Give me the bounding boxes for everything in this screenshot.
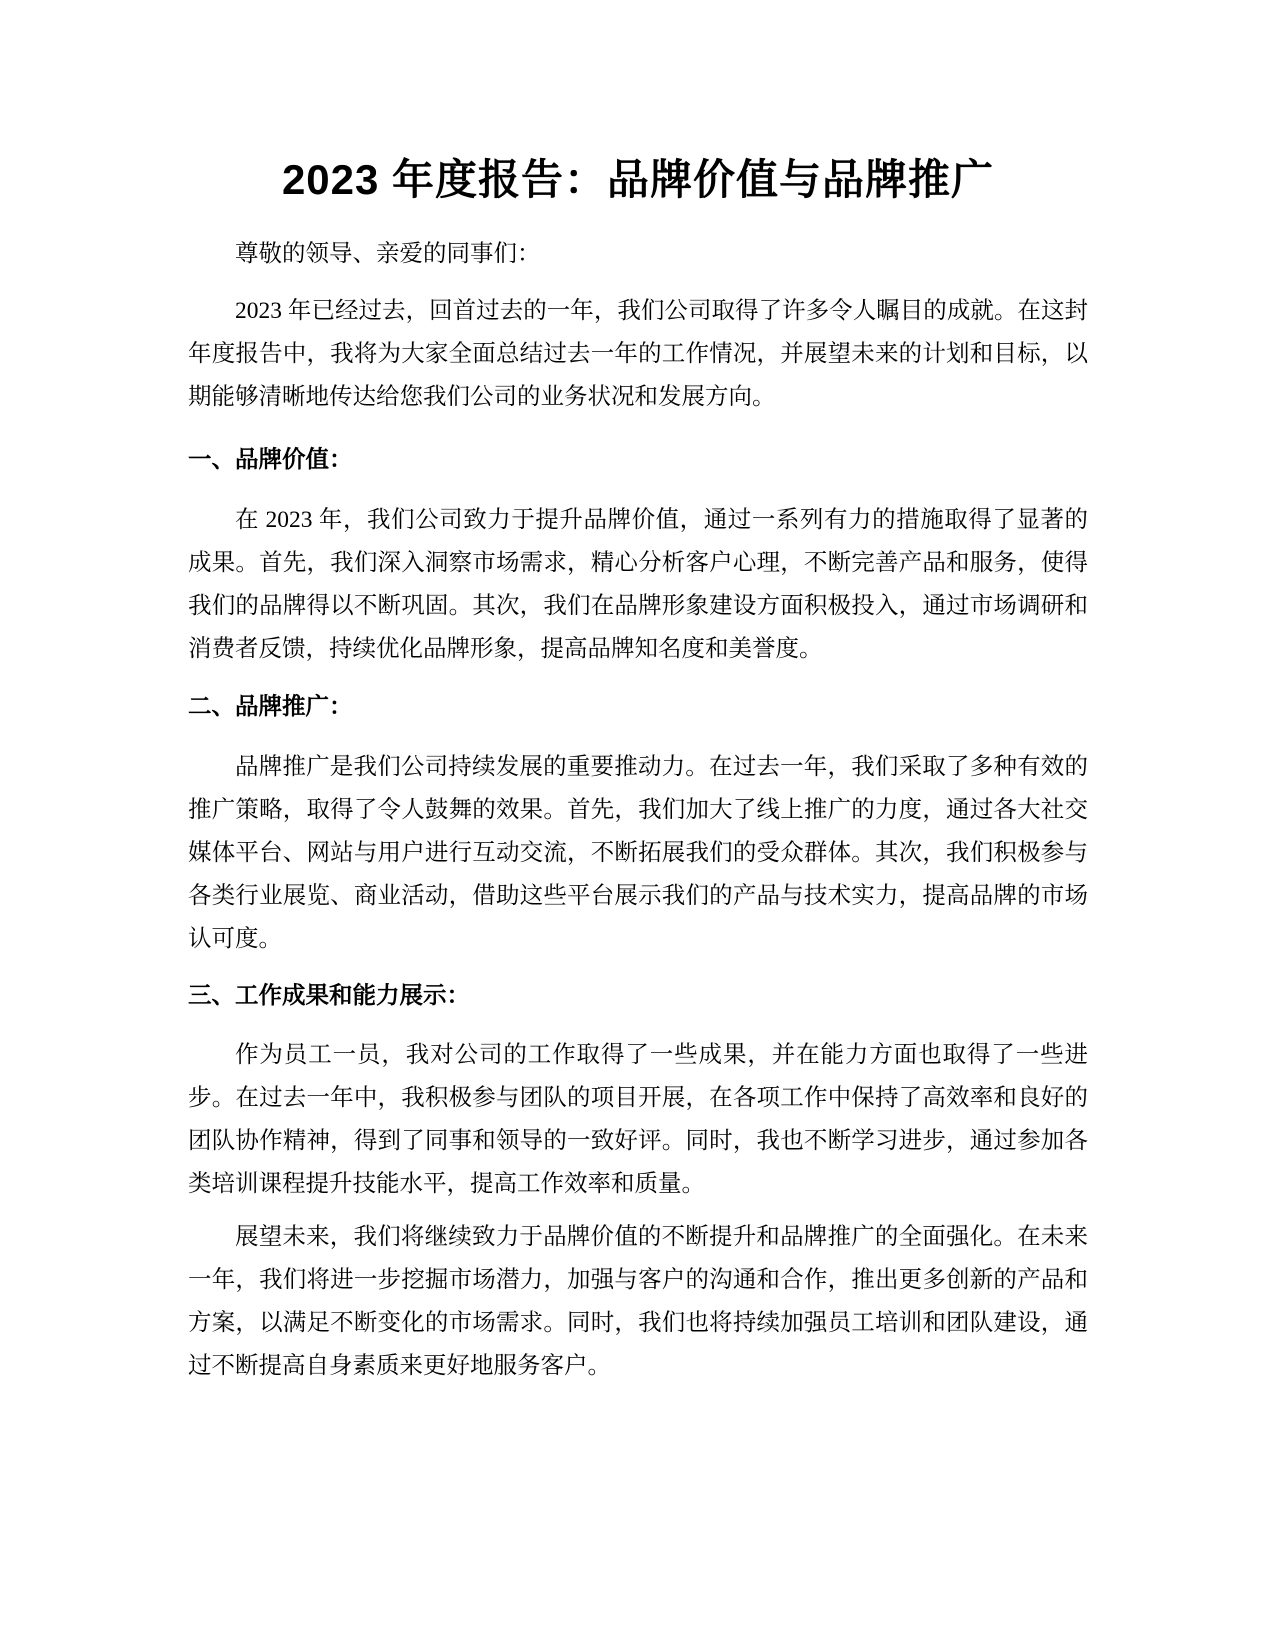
section-heading-work-results: 三、工作成果和能力展示：: [188, 982, 470, 1008]
intro-paragraph: 2023 年已经过去，回首过去的一年，我们公司取得了许多令人瞩目的成就。在这封年度报告中，我将为大家全面总结过去一年的工作情况，并展望未来的计划和目标，以期能够清晰地传达给您我们公司的业务状况和发展方向。: [188, 298, 1088, 410]
section-body-brand-value: 在 2023 年，我们公司致力于提升品牌价值，通过一系列有力的措施取得了显著的成果。首先，我们深入洞察市场需求，精心分析客户心理，不断完善产品和服务，使得我们的品牌得以不断巩固。其次，我们在品牌形象建设方面积极投入，通过市场调研和消费者反馈，持续优化品牌形象，提高品牌知名度和美誉度。: [188, 507, 1088, 662]
section-body-brand-promotion: 品牌推广是我们公司持续发展的重要推动力。在过去一年，我们采取了多种有效的推广策略，取得了令人鼓舞的效果。首先，我们加大了线上推广的力度，通过各大社交媒体平台、网站与用户进行互动交流，不断拓展我们的受众群体。其次，我们积极参与各类行业展览、商业活动，借助这些平台展示我们的产品与技术实力，提高品牌的市场认可度。: [188, 754, 1088, 952]
section-heading-brand-value: 一、品牌价值：: [188, 446, 353, 472]
section-heading-brand-promotion: 二、品牌推广：: [188, 693, 353, 719]
document-title: 2023 年度报告：品牌价值与品牌推广: [281, 156, 995, 203]
closing-paragraph: 展望未来，我们将继续致力于品牌价值的不断提升和品牌推广的全面强化。在未来一年，我们将进一步挖掘市场潜力，加强与客户的沟通和合作，推出更多创新的产品和方案，以满足不断变化的市场需求。同时，我们也将持续加强员工培训和团队建设，通过不断提高自身素质来更好地服务客户。: [188, 1224, 1088, 1379]
salutation: 尊敬的领导、亲爱的同事们：: [235, 241, 541, 267]
section-body-work-results: 作为员工一员，我对公司的工作取得了一些成果，并在能力方面也取得了一些进步。在过去一年中，我积极参与团队的项目开展，在各项工作中保持了高效率和良好的团队协作精神，得到了同事和领导的一致好评。同时，我也不断学习进步，通过参加各类培训课程提升技能水平，提高工作效率和质量。: [188, 1042, 1088, 1197]
